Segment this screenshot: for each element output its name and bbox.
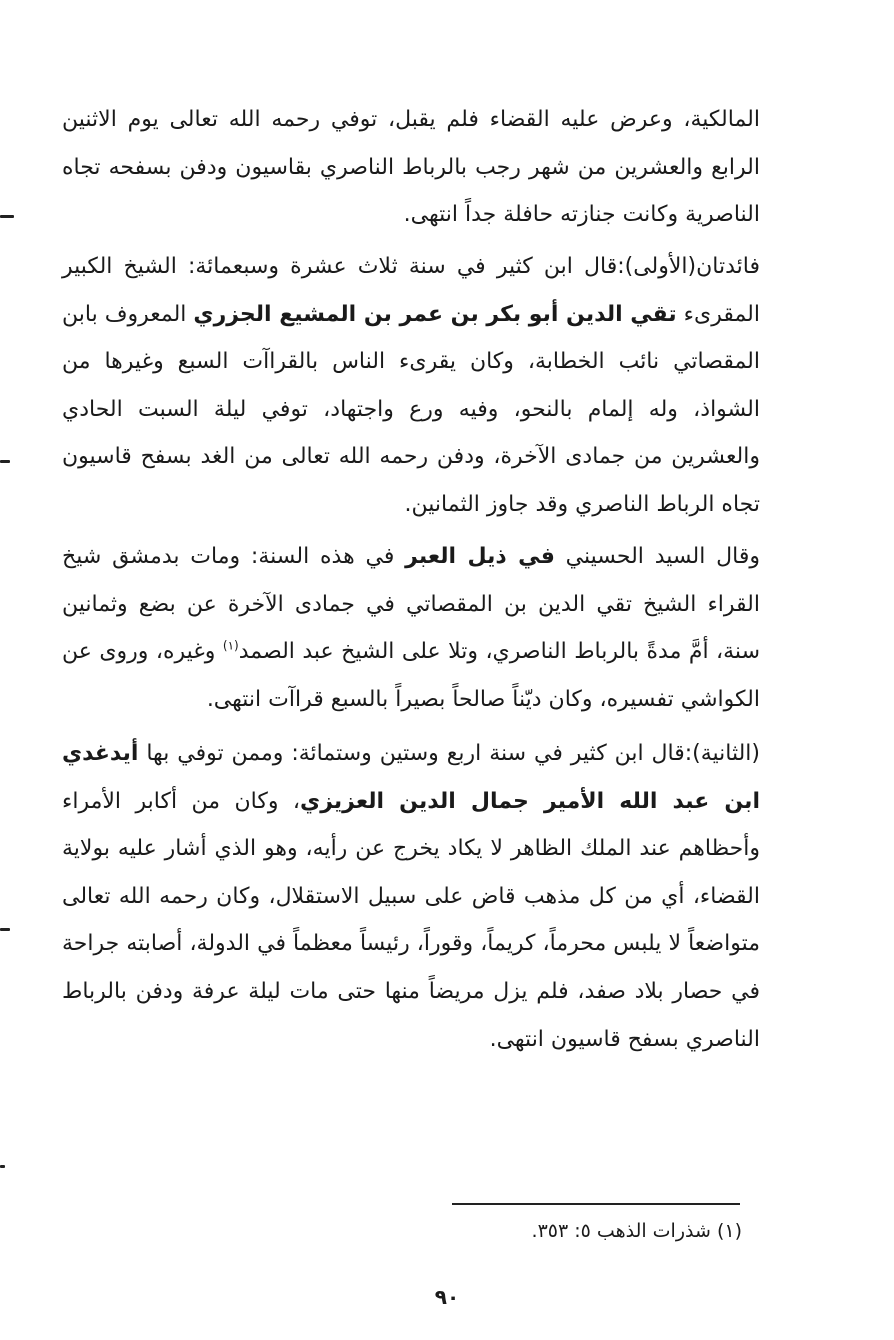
paragraph-4-rest: ، وكان من أكابر الأمراء وأحظاهم عند الملك الظاهر لا يكاد يخرج عن رأيه، وهو الذي أشار عليه بولاية القضاء، أي من كل مذهب قاض على سبيل الاستقلال، وكان رحمه الله تعالى متواضعاً لا يلبس محرماً، كريماً، وقوراً، رئيساً معظماً في الدولة، أصابته جراحة في حصار بلاد صفد، فلم يزل مريضاً منها حتى مات ليلة عرفة ودفن بالرباط الناصري بسفح قاسيون انتهى. bbox=[62, 788, 760, 1052]
paragraph-1 bbox=[62, 96, 760, 239]
paragraph-2-rest: المعروف بابن المقصاتي نائب الخطابة، وكان يقرىء الناس بالقراآت السبع وغيرها من الشواذ، وله إلمام بالنحو، وفيه ورع واجتهاد، توفي ليلة السبت الحادي والعشرين من جمادى الآخرة، ودفن رحمه الله تعالى من الغد بسفح قاسيون تجاه الرباط الناصري وقد جاوز الثمانين. bbox=[62, 301, 760, 517]
paragraph-2-lead: فائدتان(الأولى):قال ابن كثير في سنة ثلاث عشرة وسبعمائة: الشيخ الكبير المقرىء bbox=[62, 254, 760, 327]
paragraph-1-text: المالكية، وعرض عليه القضاء فلم يقبل، توفي رحمه الله تعالى يوم الاثنين الرابع والعشرين من شهر رجب بالرباط الناصري بقاسيون ودفن بسفحه تجاه الناصرية وكانت جنازته حافلة جداً انتهى. bbox=[62, 107, 760, 228]
footnote: (١) شذرات الذهب ٥: ٣٥٣. bbox=[531, 1220, 742, 1242]
paragraph-4 bbox=[62, 730, 760, 1063]
paragraph-3-mid: في هذه السنة: ومات بدمشق شيخ القراء الشيخ تقي الدين بن المقصاتي في جمادى الآخرة عن بضع وثمانين سنة، أمَّ مدةً بالرباط الناصري، وتلا على الشيخ عبد الصمد bbox=[62, 544, 760, 665]
paragraph-3-book-title: في ذيل العبر bbox=[405, 544, 555, 569]
scan-edge-mark bbox=[0, 1165, 5, 1168]
paragraph-2 bbox=[62, 243, 760, 529]
paragraph-3-lead: وقال السيد الحسيني bbox=[554, 544, 760, 569]
scan-edge-mark bbox=[0, 460, 10, 463]
scan-edge-mark bbox=[0, 928, 10, 931]
page-number: ٩٠ bbox=[434, 1285, 460, 1309]
paragraph-3-rest: وغيره، وروى عن الكواشي تفسيره، وكان ديّناً صالحاً بصيراً بالسبع قراآت انتهى. bbox=[62, 639, 760, 712]
paragraph-2-name: تقي الدين أبو بكر بن عمر بن المشيع الجزري bbox=[193, 301, 677, 327]
paragraph-4-lead: (الثانية):قال ابن كثير في سنة اربع وستين وستمائة: وممن توفي بها bbox=[138, 741, 760, 766]
scan-edge-mark bbox=[0, 215, 14, 218]
paragraph-4-name: أيدغدي ابن عبد الله الأمير جمال الدين العزيزي bbox=[62, 741, 760, 814]
footnote-reference[interactable]: (١) bbox=[222, 638, 239, 653]
footnote-divider bbox=[452, 1203, 740, 1205]
paragraph-3 bbox=[62, 533, 760, 723]
